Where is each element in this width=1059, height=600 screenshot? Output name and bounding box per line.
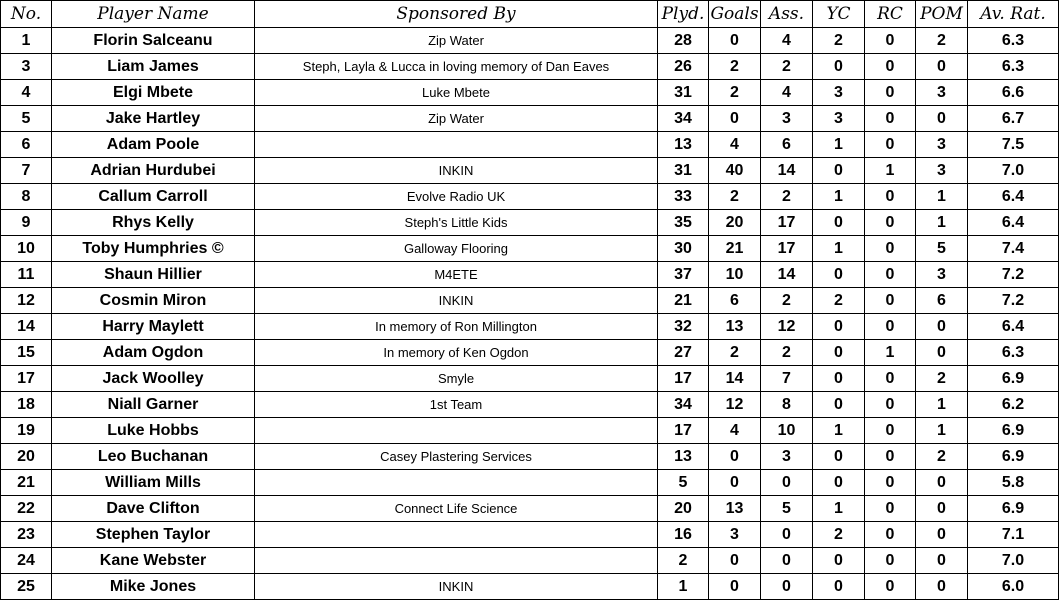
red-cards-cell: 0 <box>865 366 916 392</box>
yellow-cards-cell: 0 <box>813 314 865 340</box>
table-row <box>1 314 1059 340</box>
table-row <box>1 496 1059 522</box>
pom-cell: 1 <box>916 184 968 210</box>
avg-rating-cell: 6.4 <box>968 314 1059 340</box>
avg-rating-cell: 6.9 <box>968 418 1059 444</box>
avg-rating-cell: 7.0 <box>968 548 1059 574</box>
yellow-cards-cell: 2 <box>813 288 865 314</box>
player-name-cell: Toby Humphries © <box>52 236 255 262</box>
assists-cell: 4 <box>761 80 813 106</box>
assists-cell: 10 <box>761 418 813 444</box>
yellow-cards-cell: 0 <box>813 54 865 80</box>
player-name-cell: Elgi Mbete <box>52 80 255 106</box>
yellow-cards-cell: 0 <box>813 158 865 184</box>
played-cell: 37 <box>658 262 709 288</box>
yellow-cards-cell: 1 <box>813 418 865 444</box>
player-number-cell: 17 <box>1 366 52 392</box>
played-cell: 34 <box>658 392 709 418</box>
played-cell: 13 <box>658 444 709 470</box>
assists-cell: 2 <box>761 288 813 314</box>
sponsor-cell: Casey Plastering Services <box>255 444 658 470</box>
avg-rating-cell: 5.8 <box>968 470 1059 496</box>
pom-cell: 0 <box>916 496 968 522</box>
goals-cell: 0 <box>709 28 761 54</box>
assists-cell: 2 <box>761 54 813 80</box>
assists-cell: 3 <box>761 444 813 470</box>
player-number-cell: 25 <box>1 574 52 600</box>
goals-cell: 40 <box>709 158 761 184</box>
table-row <box>1 574 1059 600</box>
sponsor-cell: In memory of Ken Ogdon <box>255 340 658 366</box>
sponsor-cell: Zip Water <box>255 106 658 132</box>
player-name-cell: Jake Hartley <box>52 106 255 132</box>
player-number-cell: 20 <box>1 444 52 470</box>
goals-cell: 3 <box>709 522 761 548</box>
sponsor-cell: In memory of Ron Millington <box>255 314 658 340</box>
red-cards-cell: 0 <box>865 210 916 236</box>
red-cards-cell: 1 <box>865 340 916 366</box>
avg-rating-cell: 6.4 <box>968 184 1059 210</box>
table-row <box>1 132 1059 158</box>
red-cards-cell: 0 <box>865 262 916 288</box>
sponsor-cell: INKIN <box>255 574 658 600</box>
avg-rating-cell: 6.0 <box>968 574 1059 600</box>
header-played: Plyd. <box>658 1 709 28</box>
assists-cell: 14 <box>761 158 813 184</box>
table-row <box>1 28 1059 54</box>
goals-cell: 2 <box>709 54 761 80</box>
goals-cell: 14 <box>709 366 761 392</box>
sponsor-cell: Luke Mbete <box>255 80 658 106</box>
player-name-cell: Niall Garner <box>52 392 255 418</box>
player-number-cell: 19 <box>1 418 52 444</box>
goals-cell: 4 <box>709 418 761 444</box>
goals-cell: 6 <box>709 288 761 314</box>
goals-cell: 13 <box>709 496 761 522</box>
player-number-cell: 21 <box>1 470 52 496</box>
pom-cell: 0 <box>916 470 968 496</box>
goals-cell: 0 <box>709 548 761 574</box>
pom-cell: 0 <box>916 106 968 132</box>
pom-cell: 0 <box>916 548 968 574</box>
player-number-cell: 10 <box>1 236 52 262</box>
player-name-cell: William Mills <box>52 470 255 496</box>
played-cell: 5 <box>658 470 709 496</box>
assists-cell: 17 <box>761 210 813 236</box>
yellow-cards-cell: 2 <box>813 522 865 548</box>
sponsor-cell <box>255 548 658 574</box>
header-row <box>1 1 1059 28</box>
table-row <box>1 262 1059 288</box>
table-row <box>1 210 1059 236</box>
goals-cell: 2 <box>709 80 761 106</box>
sponsor-cell <box>255 470 658 496</box>
table-row <box>1 236 1059 262</box>
goals-cell: 12 <box>709 392 761 418</box>
red-cards-cell: 0 <box>865 80 916 106</box>
player-name-cell: Shaun Hillier <box>52 262 255 288</box>
assists-cell: 5 <box>761 496 813 522</box>
goals-cell: 0 <box>709 444 761 470</box>
assists-cell: 2 <box>761 340 813 366</box>
goals-cell: 0 <box>709 574 761 600</box>
pom-cell: 1 <box>916 418 968 444</box>
table-row <box>1 522 1059 548</box>
sponsor-cell: INKIN <box>255 288 658 314</box>
goals-cell: 0 <box>709 106 761 132</box>
header-assists: Ass. <box>761 1 813 28</box>
player-name-cell: Harry Maylett <box>52 314 255 340</box>
red-cards-cell: 0 <box>865 54 916 80</box>
assists-cell: 8 <box>761 392 813 418</box>
player-name-cell: Dave Clifton <box>52 496 255 522</box>
played-cell: 31 <box>658 158 709 184</box>
avg-rating-cell: 6.2 <box>968 392 1059 418</box>
played-cell: 17 <box>658 418 709 444</box>
header-no: No. <box>1 1 52 28</box>
sponsor-cell: Steph's Little Kids <box>255 210 658 236</box>
sponsor-cell <box>255 132 658 158</box>
pom-cell: 2 <box>916 444 968 470</box>
header-yellow-cards: YC <box>813 1 865 28</box>
avg-rating-cell: 7.5 <box>968 132 1059 158</box>
pom-cell: 0 <box>916 340 968 366</box>
table-row <box>1 392 1059 418</box>
header-player-name: Player Name <box>52 1 255 28</box>
player-number-cell: 9 <box>1 210 52 236</box>
yellow-cards-cell: 1 <box>813 496 865 522</box>
pom-cell: 3 <box>916 132 968 158</box>
yellow-cards-cell: 0 <box>813 392 865 418</box>
player-number-cell: 7 <box>1 158 52 184</box>
table-row <box>1 470 1059 496</box>
assists-cell: 0 <box>761 548 813 574</box>
yellow-cards-cell: 3 <box>813 80 865 106</box>
goals-cell: 2 <box>709 340 761 366</box>
table-row <box>1 158 1059 184</box>
sponsor-cell: Connect Life Science <box>255 496 658 522</box>
table-body <box>1 28 1059 600</box>
player-number-cell: 6 <box>1 132 52 158</box>
sponsor-cell: Galloway Flooring <box>255 236 658 262</box>
red-cards-cell: 0 <box>865 522 916 548</box>
player-name-cell: Kane Webster <box>52 548 255 574</box>
player-name-cell: Callum Carroll <box>52 184 255 210</box>
avg-rating-cell: 6.3 <box>968 54 1059 80</box>
goals-cell: 21 <box>709 236 761 262</box>
red-cards-cell: 0 <box>865 574 916 600</box>
avg-rating-cell: 7.4 <box>968 236 1059 262</box>
played-cell: 16 <box>658 522 709 548</box>
yellow-cards-cell: 0 <box>813 574 865 600</box>
player-name-cell: Luke Hobbs <box>52 418 255 444</box>
player-name-cell: Adam Poole <box>52 132 255 158</box>
assists-cell: 0 <box>761 522 813 548</box>
red-cards-cell: 0 <box>865 470 916 496</box>
red-cards-cell: 0 <box>865 106 916 132</box>
played-cell: 2 <box>658 548 709 574</box>
table-row <box>1 366 1059 392</box>
goals-cell: 2 <box>709 184 761 210</box>
table-row <box>1 288 1059 314</box>
assists-cell: 17 <box>761 236 813 262</box>
table-row <box>1 80 1059 106</box>
yellow-cards-cell: 1 <box>813 236 865 262</box>
avg-rating-cell: 6.9 <box>968 444 1059 470</box>
yellow-cards-cell: 0 <box>813 444 865 470</box>
player-number-cell: 14 <box>1 314 52 340</box>
player-number-cell: 3 <box>1 54 52 80</box>
played-cell: 21 <box>658 288 709 314</box>
player-number-cell: 4 <box>1 80 52 106</box>
player-number-cell: 12 <box>1 288 52 314</box>
pom-cell: 0 <box>916 574 968 600</box>
avg-rating-cell: 6.3 <box>968 28 1059 54</box>
table-row <box>1 184 1059 210</box>
yellow-cards-cell: 0 <box>813 340 865 366</box>
sponsor-cell: M4ETE <box>255 262 658 288</box>
assists-cell: 3 <box>761 106 813 132</box>
pom-cell: 3 <box>916 158 968 184</box>
avg-rating-cell: 6.3 <box>968 340 1059 366</box>
goals-cell: 20 <box>709 210 761 236</box>
player-number-cell: 23 <box>1 522 52 548</box>
player-name-cell: Adrian Hurdubei <box>52 158 255 184</box>
assists-cell: 4 <box>761 28 813 54</box>
red-cards-cell: 0 <box>865 184 916 210</box>
player-number-cell: 15 <box>1 340 52 366</box>
player-name-cell: Leo Buchanan <box>52 444 255 470</box>
player-number-cell: 5 <box>1 106 52 132</box>
player-number-cell: 24 <box>1 548 52 574</box>
played-cell: 13 <box>658 132 709 158</box>
player-number-cell: 11 <box>1 262 52 288</box>
avg-rating-cell: 7.2 <box>968 262 1059 288</box>
played-cell: 17 <box>658 366 709 392</box>
avg-rating-cell: 6.4 <box>968 210 1059 236</box>
yellow-cards-cell: 0 <box>813 470 865 496</box>
avg-rating-cell: 6.6 <box>968 80 1059 106</box>
assists-cell: 0 <box>761 574 813 600</box>
sponsor-cell: Zip Water <box>255 28 658 54</box>
played-cell: 32 <box>658 314 709 340</box>
sponsor-cell: 1st Team <box>255 392 658 418</box>
played-cell: 35 <box>658 210 709 236</box>
pom-cell: 1 <box>916 210 968 236</box>
player-number-cell: 18 <box>1 392 52 418</box>
red-cards-cell: 0 <box>865 132 916 158</box>
header-sponsored-by: Sponsored By <box>255 1 658 28</box>
table-row <box>1 106 1059 132</box>
player-name-cell: Jack Woolley <box>52 366 255 392</box>
goals-cell: 0 <box>709 470 761 496</box>
yellow-cards-cell: 3 <box>813 106 865 132</box>
sponsor-cell: Smyle <box>255 366 658 392</box>
assists-cell: 2 <box>761 184 813 210</box>
assists-cell: 0 <box>761 470 813 496</box>
avg-rating-cell: 6.9 <box>968 366 1059 392</box>
played-cell: 33 <box>658 184 709 210</box>
avg-rating-cell: 6.9 <box>968 496 1059 522</box>
pom-cell: 3 <box>916 262 968 288</box>
header-goals: Goals <box>709 1 761 28</box>
red-cards-cell: 1 <box>865 158 916 184</box>
pom-cell: 2 <box>916 366 968 392</box>
assists-cell: 14 <box>761 262 813 288</box>
table-row <box>1 54 1059 80</box>
played-cell: 27 <box>658 340 709 366</box>
played-cell: 28 <box>658 28 709 54</box>
goals-cell: 10 <box>709 262 761 288</box>
yellow-cards-cell: 1 <box>813 184 865 210</box>
played-cell: 26 <box>658 54 709 80</box>
table-row <box>1 548 1059 574</box>
pom-cell: 5 <box>916 236 968 262</box>
sponsor-cell <box>255 418 658 444</box>
table-row <box>1 444 1059 470</box>
red-cards-cell: 0 <box>865 548 916 574</box>
red-cards-cell: 0 <box>865 28 916 54</box>
assists-cell: 6 <box>761 132 813 158</box>
pom-cell: 0 <box>916 522 968 548</box>
red-cards-cell: 0 <box>865 392 916 418</box>
player-name-cell: Rhys Kelly <box>52 210 255 236</box>
played-cell: 20 <box>658 496 709 522</box>
player-name-cell: Mike Jones <box>52 574 255 600</box>
player-number-cell: 22 <box>1 496 52 522</box>
player-name-cell: Florin Salceanu <box>52 28 255 54</box>
avg-rating-cell: 7.1 <box>968 522 1059 548</box>
red-cards-cell: 0 <box>865 288 916 314</box>
pom-cell: 2 <box>916 28 968 54</box>
header-avg-rating: Av. Rat. <box>968 1 1059 28</box>
table-row <box>1 340 1059 366</box>
red-cards-cell: 0 <box>865 236 916 262</box>
yellow-cards-cell: 2 <box>813 28 865 54</box>
played-cell: 30 <box>658 236 709 262</box>
player-number-cell: 8 <box>1 184 52 210</box>
yellow-cards-cell: 0 <box>813 210 865 236</box>
assists-cell: 7 <box>761 366 813 392</box>
sponsor-cell <box>255 522 658 548</box>
sponsor-cell: Steph, Layla & Lucca in loving memory of Dan Eaves <box>255 54 658 80</box>
player-name-cell: Cosmin Miron <box>52 288 255 314</box>
assists-cell: 12 <box>761 314 813 340</box>
table-row <box>1 418 1059 444</box>
header-red-cards: RC <box>865 1 916 28</box>
pom-cell: 0 <box>916 314 968 340</box>
red-cards-cell: 0 <box>865 496 916 522</box>
player-number-cell: 1 <box>1 28 52 54</box>
goals-cell: 13 <box>709 314 761 340</box>
pom-cell: 3 <box>916 80 968 106</box>
player-name-cell: Liam James <box>52 54 255 80</box>
red-cards-cell: 0 <box>865 314 916 340</box>
yellow-cards-cell: 0 <box>813 548 865 574</box>
red-cards-cell: 0 <box>865 444 916 470</box>
sponsor-cell: INKIN <box>255 158 658 184</box>
sponsor-cell: Evolve Radio UK <box>255 184 658 210</box>
yellow-cards-cell: 0 <box>813 366 865 392</box>
avg-rating-cell: 7.0 <box>968 158 1059 184</box>
played-cell: 31 <box>658 80 709 106</box>
played-cell: 1 <box>658 574 709 600</box>
pom-cell: 6 <box>916 288 968 314</box>
pom-cell: 1 <box>916 392 968 418</box>
header-pom: POM <box>916 1 968 28</box>
avg-rating-cell: 6.7 <box>968 106 1059 132</box>
yellow-cards-cell: 1 <box>813 132 865 158</box>
avg-rating-cell: 7.2 <box>968 288 1059 314</box>
pom-cell: 0 <box>916 54 968 80</box>
yellow-cards-cell: 0 <box>813 262 865 288</box>
player-name-cell: Stephen Taylor <box>52 522 255 548</box>
player-name-cell: Adam Ogdon <box>52 340 255 366</box>
played-cell: 34 <box>658 106 709 132</box>
red-cards-cell: 0 <box>865 418 916 444</box>
goals-cell: 4 <box>709 132 761 158</box>
